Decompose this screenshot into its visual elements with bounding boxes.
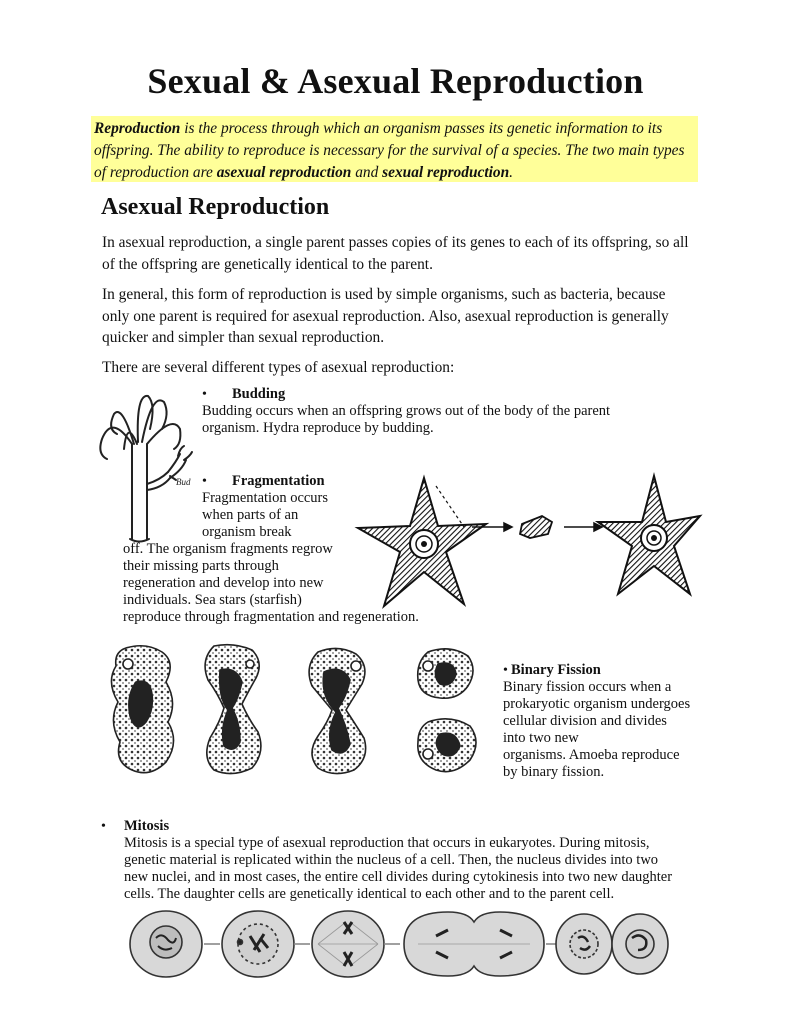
intro-text: is the process through which an organism passes its genetic information to its offspring. The ability to reproduce is necessary for the survival of a species. The two main types of reproduction are bbox=[94, 120, 685, 181]
binary-fission-line: organisms. Amoeba reproduce bbox=[503, 747, 680, 763]
binary-fission-line: cellular division and divides bbox=[503, 713, 667, 729]
sea-star-icon bbox=[358, 478, 486, 606]
amoeba-figure bbox=[106, 642, 500, 780]
star-fragment-icon bbox=[520, 516, 552, 538]
sea-star-figure bbox=[354, 472, 700, 614]
binary-fission-line: Binary fission occurs when a bbox=[503, 679, 672, 695]
intro-and: and bbox=[351, 164, 383, 181]
page-title: Sexual & Asexual Reproduction bbox=[147, 61, 644, 101]
budding-body: Budding occurs when an offspring grows out of the body of the parent organism. Hydra reproduce by budding. bbox=[202, 403, 611, 436]
mitosis-title: Mitosis bbox=[124, 818, 170, 834]
intro-highlight bbox=[91, 116, 698, 182]
paragraph-2: In general, this form of reproduction is used by simple organisms, such as bacteria, because only one parent is required for asexual reproduction. Also, asexual reproduction is generally quicker and simpler than sexual reproduction. bbox=[102, 286, 669, 346]
fragmentation-line: organism break bbox=[202, 524, 292, 540]
paragraph-1: In asexual reproduction, a single parent passes copies of its genes to each of its offspring, so all of the offspring are genetically identical to the parent. bbox=[102, 234, 689, 273]
mitosis-line: cells. The daughter cells are genetically identical to each other and to the parent cell. bbox=[124, 886, 615, 902]
fragmentation-line: reproduce through fragmentation and regeneration. bbox=[123, 609, 419, 625]
bullet-binary-fission: • bbox=[503, 663, 508, 678]
binary-fission-line: by binary fission. bbox=[503, 764, 605, 780]
binary-fission-line: into two new bbox=[503, 730, 579, 746]
budding-title: Budding bbox=[232, 386, 286, 402]
sea-star-icon bbox=[598, 476, 700, 594]
bud-label: Bud bbox=[176, 477, 191, 487]
fragmentation-title: Fragmentation bbox=[232, 473, 325, 489]
paragraph-3: There are several different types of asexual reproduction: bbox=[102, 359, 455, 376]
mitosis-figure bbox=[128, 908, 674, 980]
bullet-budding: • bbox=[202, 387, 207, 402]
fragmentation-line: their missing parts through bbox=[123, 558, 279, 574]
fragmentation-line: individuals. Sea stars (starfish) bbox=[123, 592, 302, 608]
mitosis-line: genetic material is replicated within the nucleus of a cell. Then, the nucleus divides into two bbox=[124, 852, 659, 868]
fragmentation-line: off. The organism fragments regrow bbox=[123, 541, 333, 557]
mitosis-line: new nuclei, and in most cases, the entire cell divides during cytokinesis into two new daughter bbox=[124, 869, 673, 885]
intro-end: . bbox=[509, 164, 514, 181]
mitosis-line: Mitosis is a special type of asexual reproduction that occurs in eukaryotes. During mitosis, bbox=[124, 835, 650, 851]
hydra-figure bbox=[92, 384, 202, 544]
intro-term: Reproduction bbox=[94, 120, 181, 137]
fragmentation-line: Fragmentation occurs bbox=[202, 490, 329, 506]
binary-fission-line: prokaryotic organism undergoes bbox=[503, 696, 691, 712]
binary-fission-title: Binary Fission bbox=[511, 662, 601, 678]
intro-asexual: asexual reproduction bbox=[216, 164, 352, 181]
intro-sexual: sexual reproduction bbox=[382, 164, 510, 181]
fragmentation-line: when parts of an bbox=[202, 507, 299, 523]
bullet-fragmentation: • bbox=[202, 474, 207, 489]
fragmentation-line: regeneration and develop into new bbox=[123, 575, 324, 591]
bullet-mitosis: • bbox=[101, 819, 106, 834]
section-heading: Asexual Reproduction bbox=[101, 194, 330, 220]
